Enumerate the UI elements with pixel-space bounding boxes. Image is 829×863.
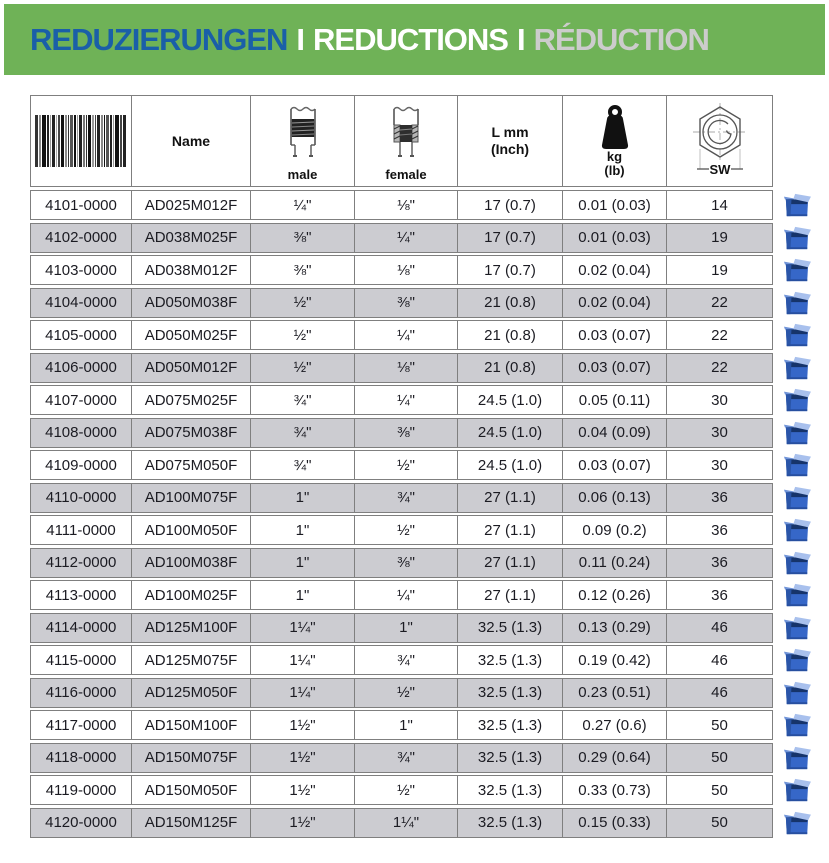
cell-weight: 0.13 (0.29) — [563, 613, 667, 643]
column-label-name: Name — [171, 132, 211, 149]
cell-item-number: 4105-0000 — [30, 320, 132, 350]
add-to-cart-box-icon — [782, 647, 812, 673]
table-row — [30, 515, 829, 545]
cell-name: AD038M025F — [132, 223, 251, 253]
cell-length: 32.5 (1.3) — [458, 645, 563, 675]
cell-female-size: ¾" — [355, 645, 458, 675]
cell-name: AD100M025F — [132, 580, 251, 610]
add-to-cart-button[interactable] — [781, 647, 813, 674]
cell-female-size: ⅛" — [355, 255, 458, 285]
add-to-cart-box-icon — [782, 452, 812, 478]
add-to-cart-box-icon — [782, 420, 812, 446]
weight-kg-icon — [595, 104, 635, 150]
cell-sw: 36 — [667, 515, 773, 545]
table-row — [30, 190, 829, 220]
cell-item-number: 4109-0000 — [30, 450, 132, 480]
add-to-cart-button[interactable] — [781, 549, 813, 576]
cell-length: 21 (0.8) — [458, 353, 563, 383]
column-header-item-number — [30, 95, 132, 187]
table-row — [30, 288, 829, 318]
cell-sw: 36 — [667, 483, 773, 513]
cell-sw: 36 — [667, 548, 773, 578]
cell-female-size: ¾" — [355, 743, 458, 773]
cell-female-size: ¼" — [355, 223, 458, 253]
cell-weight: 0.03 (0.07) — [563, 353, 667, 383]
column-label-length-inch: (Inch) — [490, 141, 530, 157]
cell-length: 24.5 (1.0) — [458, 450, 563, 480]
cell-length: 27 (1.1) — [458, 483, 563, 513]
table-row — [30, 385, 829, 415]
cell-weight: 0.23 (0.51) — [563, 678, 667, 708]
cell-sw: 36 — [667, 580, 773, 610]
cell-weight: 0.27 (0.6) — [563, 710, 667, 740]
cell-sw: 22 — [667, 353, 773, 383]
cell-item-number: 4119-0000 — [30, 775, 132, 805]
add-to-cart-box-icon — [782, 810, 812, 836]
add-to-cart-box-icon — [782, 745, 812, 771]
cell-weight: 0.02 (0.04) — [563, 255, 667, 285]
cell-male-size: ¾" — [251, 385, 355, 415]
cell-female-size: ½" — [355, 515, 458, 545]
cell-item-number: 4104-0000 — [30, 288, 132, 318]
cell-item-number: 4102-0000 — [30, 223, 132, 253]
cell-length: 24.5 (1.0) — [458, 385, 563, 415]
cell-male-size: 1" — [251, 548, 355, 578]
table-row — [30, 678, 829, 708]
cell-sw: 46 — [667, 645, 773, 675]
cell-item-number: 4120-0000 — [30, 808, 132, 838]
column-header-length — [458, 95, 563, 187]
add-to-cart-button[interactable] — [781, 354, 813, 381]
cell-item-number: 4106-0000 — [30, 353, 132, 383]
cell-length: 17 (0.7) — [458, 255, 563, 285]
cell-female-size: ⅛" — [355, 353, 458, 383]
cell-name: AD050M038F — [132, 288, 251, 318]
cell-male-size: 1½" — [251, 710, 355, 740]
cell-weight: 0.29 (0.64) — [563, 743, 667, 773]
cell-sw: 30 — [667, 385, 773, 415]
cell-female-size: ⅜" — [355, 288, 458, 318]
add-to-cart-box-icon — [782, 615, 812, 641]
cell-item-number: 4112-0000 — [30, 548, 132, 578]
table-row — [30, 775, 829, 805]
add-to-cart-button[interactable] — [781, 582, 813, 609]
cell-name: AD075M025F — [132, 385, 251, 415]
cell-name: AD100M050F — [132, 515, 251, 545]
add-to-cart-box-icon — [782, 257, 812, 283]
column-header-sw — [667, 95, 773, 187]
add-to-cart-button[interactable] — [781, 777, 813, 804]
column-header-male — [251, 95, 355, 187]
table-row — [30, 580, 829, 610]
add-to-cart-box-icon — [782, 322, 812, 348]
cell-name: AD150M075F — [132, 743, 251, 773]
cell-weight: 0.15 (0.33) — [563, 808, 667, 838]
cell-weight: 0.33 (0.73) — [563, 775, 667, 805]
cell-length: 32.5 (1.3) — [458, 613, 563, 643]
cell-weight: 0.05 (0.11) — [563, 385, 667, 415]
add-to-cart-box-icon — [782, 225, 812, 251]
product-table — [30, 95, 829, 840]
cell-length: 24.5 (1.0) — [458, 418, 563, 448]
cell-male-size: ½" — [251, 353, 355, 383]
cell-female-size: ¼" — [355, 320, 458, 350]
cell-sw: 19 — [667, 255, 773, 285]
cell-sw: 19 — [667, 223, 773, 253]
add-to-cart-box-icon — [782, 355, 812, 381]
add-to-cart-button[interactable] — [781, 614, 813, 641]
cell-sw: 50 — [667, 710, 773, 740]
cell-length: 32.5 (1.3) — [458, 743, 563, 773]
table-row — [30, 353, 829, 383]
add-to-cart-box-icon — [782, 192, 812, 218]
cell-male-size: 1" — [251, 483, 355, 513]
add-to-cart-button[interactable] — [781, 679, 813, 706]
cell-male-size: ⅜" — [251, 255, 355, 285]
page-title-fr: RÉDUCTION — [533, 21, 709, 57]
add-to-cart-box-icon — [782, 290, 812, 316]
cell-male-size: 1½" — [251, 808, 355, 838]
table-row — [30, 483, 829, 513]
title-separator: I — [516, 21, 525, 57]
add-to-cart-box-icon — [782, 712, 812, 738]
cell-length: 21 (0.8) — [458, 320, 563, 350]
cell-weight: 0.06 (0.13) — [563, 483, 667, 513]
table-row — [30, 613, 829, 643]
cell-length: 32.5 (1.3) — [458, 775, 563, 805]
cell-female-size: 1" — [355, 613, 458, 643]
cell-male-size: ½" — [251, 288, 355, 318]
cell-female-size: ¼" — [355, 385, 458, 415]
add-to-cart-box-icon — [782, 387, 812, 413]
cell-female-size: ½" — [355, 678, 458, 708]
column-header-female — [355, 95, 458, 187]
cell-item-number: 4108-0000 — [30, 418, 132, 448]
page-title-de: REDUZIERUNGEN — [30, 21, 288, 57]
cell-item-number: 4114-0000 — [30, 613, 132, 643]
cell-weight: 0.04 (0.09) — [563, 418, 667, 448]
add-to-cart-button[interactable] — [781, 809, 813, 836]
table-row — [30, 320, 829, 350]
column-header-weight — [563, 95, 667, 187]
cell-name: AD125M050F — [132, 678, 251, 708]
add-to-cart-box-icon — [782, 485, 812, 511]
cell-name: AD125M100F — [132, 613, 251, 643]
cell-sw: 46 — [667, 613, 773, 643]
cell-sw: 50 — [667, 743, 773, 773]
cell-male-size: 1¼" — [251, 613, 355, 643]
cell-male-size: 1½" — [251, 775, 355, 805]
add-to-cart-button[interactable] — [781, 192, 813, 219]
cell-female-size: ½" — [355, 450, 458, 480]
cell-name: AD150M100F — [132, 710, 251, 740]
add-to-cart-button[interactable] — [781, 387, 813, 414]
cell-name: AD038M012F — [132, 255, 251, 285]
add-to-cart-box-icon — [782, 680, 812, 706]
table-row — [30, 450, 829, 480]
barcode-icon — [35, 115, 127, 167]
cell-weight: 0.12 (0.26) — [563, 580, 667, 610]
add-to-cart-box-icon — [782, 517, 812, 543]
column-label-sw: SW — [709, 162, 730, 177]
cell-sw: 46 — [667, 678, 773, 708]
cell-sw: 22 — [667, 320, 773, 350]
add-to-cart-button[interactable] — [781, 744, 813, 771]
cell-name: AD025M012F — [132, 190, 251, 220]
cell-male-size: 1" — [251, 580, 355, 610]
cell-female-size: ¾" — [355, 483, 458, 513]
column-label-length-mm: L mm — [491, 124, 529, 140]
cell-female-size: ½" — [355, 775, 458, 805]
cell-length: 21 (0.8) — [458, 288, 563, 318]
cell-name: AD125M075F — [132, 645, 251, 675]
add-to-cart-box-icon — [782, 777, 812, 803]
cell-item-number: 4116-0000 — [30, 678, 132, 708]
cell-name: AD050M025F — [132, 320, 251, 350]
table-row — [30, 645, 829, 675]
table-row — [30, 743, 829, 773]
cell-length: 32.5 (1.3) — [458, 808, 563, 838]
cell-female-size: ⅜" — [355, 548, 458, 578]
cell-male-size: ½" — [251, 320, 355, 350]
cell-sw: 30 — [667, 418, 773, 448]
cell-length: 27 (1.1) — [458, 580, 563, 610]
column-label-female: female — [385, 167, 427, 182]
female-thread-icon — [388, 103, 424, 161]
cell-name: AD100M075F — [132, 483, 251, 513]
cell-name: AD150M125F — [132, 808, 251, 838]
add-to-cart-button[interactable] — [781, 419, 813, 446]
cell-weight: 0.19 (0.42) — [563, 645, 667, 675]
cell-item-number: 4103-0000 — [30, 255, 132, 285]
cell-item-number: 4115-0000 — [30, 645, 132, 675]
cell-male-size: 1¼" — [251, 645, 355, 675]
cell-female-size: ⅜" — [355, 418, 458, 448]
cell-weight: 0.03 (0.07) — [563, 450, 667, 480]
cell-item-number: 4118-0000 — [30, 743, 132, 773]
cell-length: 17 (0.7) — [458, 190, 563, 220]
page-title-banner — [4, 4, 825, 75]
cell-sw: 50 — [667, 808, 773, 838]
cell-male-size: ¼" — [251, 190, 355, 220]
table-row — [30, 710, 829, 740]
cell-name: AD075M038F — [132, 418, 251, 448]
cell-length: 27 (1.1) — [458, 548, 563, 578]
cell-male-size: 1½" — [251, 743, 355, 773]
table-row — [30, 223, 829, 253]
cell-name: AD075M050F — [132, 450, 251, 480]
table-header-row — [30, 95, 773, 187]
cell-length: 27 (1.1) — [458, 515, 563, 545]
add-to-cart-button[interactable] — [781, 452, 813, 479]
column-label-male: male — [287, 167, 318, 182]
cell-item-number: 4110-0000 — [30, 483, 132, 513]
cell-item-number: 4113-0000 — [30, 580, 132, 610]
cell-female-size: ¼" — [355, 580, 458, 610]
page-title-en: REDUCTIONS — [313, 21, 508, 57]
cell-male-size: ¾" — [251, 450, 355, 480]
cell-female-size: 1" — [355, 710, 458, 740]
cell-male-size: 1" — [251, 515, 355, 545]
add-to-cart-button[interactable] — [781, 257, 813, 284]
cell-male-size: ⅜" — [251, 223, 355, 253]
column-label-kg: kg — [606, 149, 623, 164]
table-row — [30, 418, 829, 448]
cell-length: 17 (0.7) — [458, 223, 563, 253]
cell-male-size: ¾" — [251, 418, 355, 448]
cell-item-number: 4111-0000 — [30, 515, 132, 545]
add-to-cart-button[interactable] — [781, 289, 813, 316]
cell-female-size: ⅛" — [355, 190, 458, 220]
cell-item-number: 4107-0000 — [30, 385, 132, 415]
cell-weight: 0.01 (0.03) — [563, 190, 667, 220]
cell-weight: 0.01 (0.03) — [563, 223, 667, 253]
add-to-cart-box-icon — [782, 550, 812, 576]
cell-female-size: 1¼" — [355, 808, 458, 838]
cell-weight: 0.09 (0.2) — [563, 515, 667, 545]
cell-length: 32.5 (1.3) — [458, 678, 563, 708]
cell-item-number: 4101-0000 — [30, 190, 132, 220]
cell-sw: 30 — [667, 450, 773, 480]
column-label-lb: (lb) — [604, 163, 625, 178]
cell-name: AD150M050F — [132, 775, 251, 805]
cell-weight: 0.11 (0.24) — [563, 548, 667, 578]
add-to-cart-button[interactable] — [781, 322, 813, 349]
cell-name: AD050M012F — [132, 353, 251, 383]
add-to-cart-box-icon — [782, 582, 812, 608]
cell-weight: 0.03 (0.07) — [563, 320, 667, 350]
cell-sw: 22 — [667, 288, 773, 318]
add-to-cart-button[interactable] — [781, 224, 813, 251]
table-row — [30, 255, 829, 285]
cell-item-number: 4117-0000 — [30, 710, 132, 740]
hex-nut-sw-icon — [690, 103, 750, 179]
table-body — [30, 190, 829, 838]
male-thread-icon — [285, 103, 321, 161]
cell-sw: 14 — [667, 190, 773, 220]
table-row — [30, 548, 829, 578]
title-separator: I — [296, 21, 305, 57]
cell-male-size: 1¼" — [251, 678, 355, 708]
table-row — [30, 808, 829, 838]
cell-length: 32.5 (1.3) — [458, 710, 563, 740]
cell-sw: 50 — [667, 775, 773, 805]
add-to-cart-button[interactable] — [781, 484, 813, 511]
add-to-cart-button[interactable] — [781, 517, 813, 544]
cell-name: AD100M038F — [132, 548, 251, 578]
column-header-name — [132, 95, 251, 187]
add-to-cart-button[interactable] — [781, 712, 813, 739]
cell-weight: 0.02 (0.04) — [563, 288, 667, 318]
